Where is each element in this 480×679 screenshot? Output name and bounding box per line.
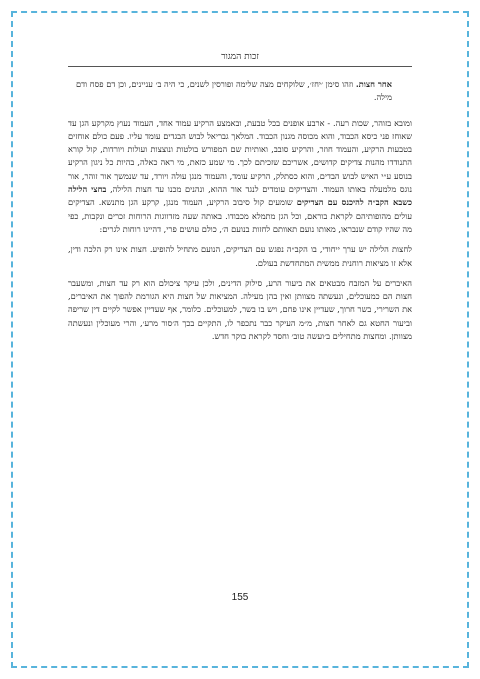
page-number: 155 <box>231 592 249 603</box>
header-rule <box>68 66 412 67</box>
paragraph-3: האיברים על המזבח מבטאים את ביעור הרע, סילוק הדינים, ולכן עיקר ציכולם הוא רק עד חצות, ומשעבר חצות הם כמעוכלים, ונעשתה מצוותן ואין בהן מעילה. המציאות של חצות היא הגורמת להפוך את האיברים, את השרירי, בשר חרוך, שעדיין אינו פחם, ויש בו בשר, למעוכלים. כלומר, אף שעדיין אפשר לקיים דין שריפה וביעור החטא גם לאחר חצות, מ״מ העיקר כבר נתכפר לו, התקיים בכך ה׳סור מרע׳, והרי מעוכלין ונעשתה מצוותן. ומחצות מתחילים ב׳ועשה טוב׳ וחסד לקראת בוקר חדש. <box>68 277 412 342</box>
intro-paragraph <box>68 78 412 105</box>
paragraph-2: לחצות הלילה יש ערך ייחודי, בו הקב״ה נפגש עם הצדיקים, הנועם מתחיל להופיע. חצות אינו רק הלכה ודין, אלא זו מציאות רוחנית ממשית המתחדשת בעולם. <box>68 244 412 268</box>
paragraph-1-part-b: שומעים קול סיבוב הרקיע, העמוד מנגן, קרקע הגן מתנשא. הצדיקים עולים מהופותיהם לקראת בוראם, וכל הגן מתמלא מכבודו. באותה שעה מזדווגות הרוחות זכרים ונקבות, כפי מה שהיו קודם שנבראו, מאותו נועם תאוותם לחזות בנועם ה׳, כולם עושים פרי, דהיינו רוחות לגרים: <box>68 197 412 234</box>
paragraph-1 <box>68 117 412 237</box>
intro-text: וזהו סימן ׳יחז׳, שלוקחים מצה שלימה ופורסין לשנים, כי היה ב׳ עניינים, וכן דם פסח ודם מילה. <box>76 79 392 103</box>
running-header: זכות המגור <box>221 52 259 62</box>
intro-lead: אחר חצות. <box>355 79 392 89</box>
body-text <box>68 78 412 350</box>
paragraph-1-bold: בחצי הלילה כשבא הקב״ה להיכנס עם הצדיקים <box>68 184 412 208</box>
paragraph-1-part-a: ומובא בזוהר, שכות רעה. - ארבע אופנים בכל טבעת, ובאמצע הרקיע עמוד אחד, העמוד נעוץ מקרקע הגן עד שאוחז פני כיסא הכבוד, והוא מכוסה מגנון הכבוד. המלאך גבריאל לבוש הבגדים עומד עליו. פעם כולם אוחזים בטבעות הרקיע, והעמוד חוזר, והרקיע סובב, ואותיות שם המפורש בולטות ונוצצות ועולות ויורדות, קול קורא התנודדו מהנות צדיקים קדושים, אשריכם שזכיתם לכך. מי שמע כזאת, מי ראה כאלה, בהיות כל ניגון הרקיע בנוסע ע״י האיש לבוש הבדים, והוא כסתלק, הרקיע עומד, והעמוד מנגן עולה ויורד, עד שנמשך אור זוהר, אור נוגס מלמעלה באותו העמוד. והצדיקים עומדים לנגד אור ההוא, ונהנים מכנו עד חצות הלילה, <box>68 117 412 195</box>
